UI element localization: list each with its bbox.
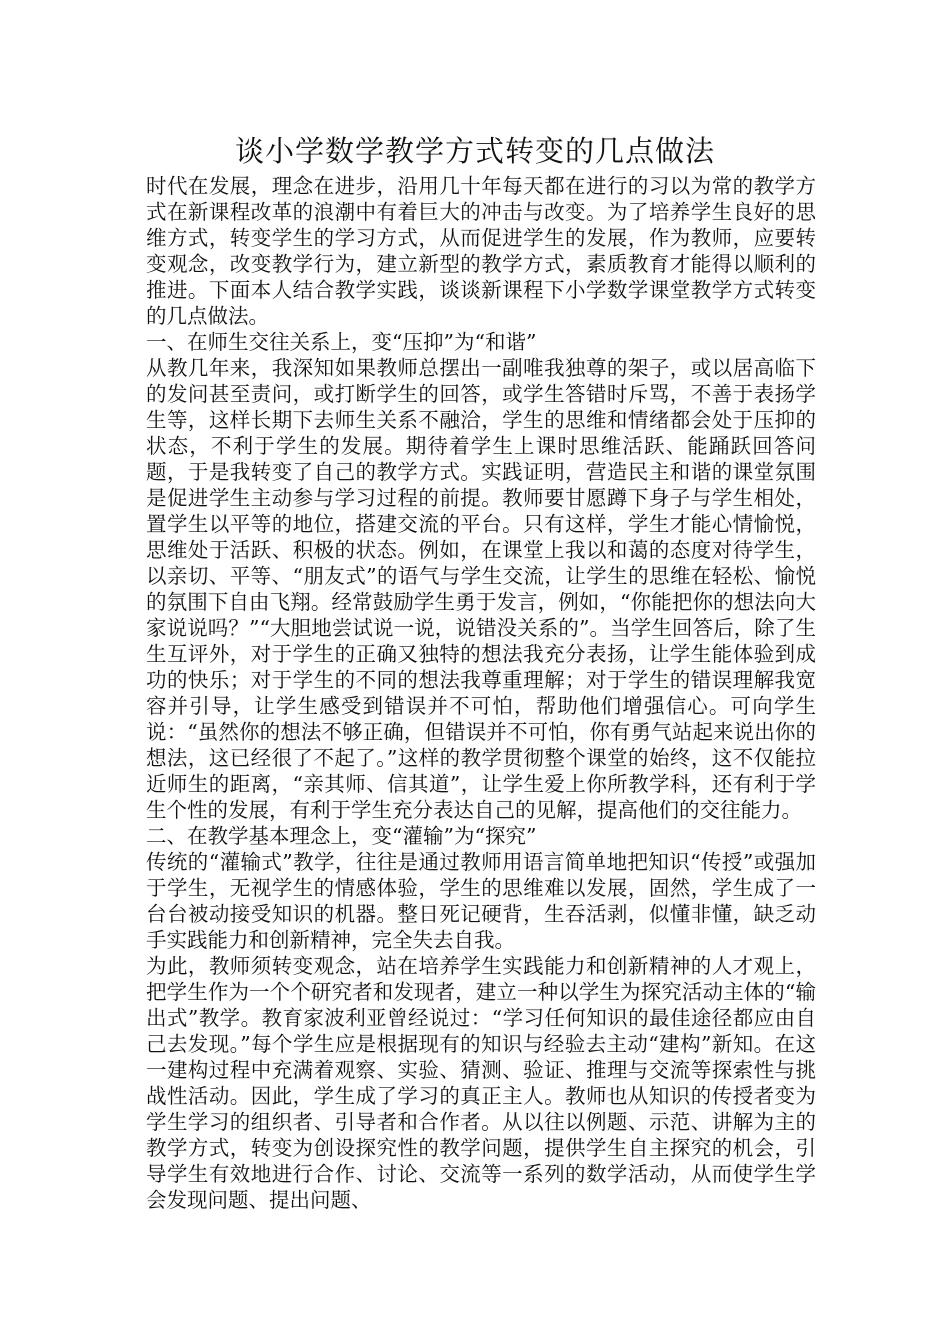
section-1-paragraph: 从教几年来，我深知如果教师总摆出一副唯我独尊的架子，或以居高临下的发问甚至责问，或打断学生的回答，或学生答错时斥骂，不善于表扬学生等，这样长期下去师生关系不融洽，学生的思维和情绪都会处于压抑的状态，不利于学生的发展。期待着学生上课时思维活跃、能踊跃回答问题，于是我转变了自己的教学方式。实践证明，营造民主和谐的课堂氛围是促进学生主动参与学习过程的前提。教师要甘愿蹲下身子与学生相处，置学生以平等的地位，搭建交流的平台。只有这样，学生才能心情愉悦，思维处于活跃、积极的状态。例如，在课堂上我以和蔼的态度对待学生，以亲切、平等、“朋友式”的语气与学生交流，让学生的思维在轻松、愉悦的氛围下自由飞翔。经常鼓励学生勇于发言，例如，“你能把你的想法向大家说说吗？”“大胆地尝试说一说，说错没关系的”。当学生回答后，除了生生互评外，对于学生的正确又独特的想法我充分表扬，让学生能体验到成功的快乐；对于学生的不同的想法我尊重理解；对于学生的错误理解我宽容并引导，让学生感受到错误并不可怕，帮助他们增强信心。可向学生说：“虽然你的想法不够正确，但错误并不可怕，你有勇气站起来说出你的想法，这已经很了不起了。”这样的教学贯彻整个课堂的始终，这不仅能拉近师生的距离，“亲其师、信其道”，让学生爱上你所教学科，还有利于学生个性的发展，有利于学生充分表达自己的见解，提高他们的交往能力。	[146, 356, 816, 822]
intro-paragraph: 时代在发展，理念在进步，沿用几十年每天都在进行的习以为常的教学方式在新课程改革的浪潮中有着巨大的冲击与改变。为了培养学生良好的思维方式，转变学生的学习方式，从而促进学生的发展，作为教师，应要转变观念，改变教学行为，建立新型的教学方式，素质教育才能得以顺利的推进。下面本人结合教学实践，谈谈新课程下小学数学课堂教学方式转变的几点做法。	[146, 174, 816, 328]
document-body	[146, 173, 816, 1213]
section-1-heading: 一、在师生交往关系上，变“压抑”为“和谐”	[146, 330, 537, 354]
section-2-paragraph-1: 传统的“灌输式”教学，往往是通过教师用语言简单地把知识“传授”或强加于学生，无视学生的情感体验，学生的思维难以发展，固然，学生成了一台台被动接受知识的机器。整日死记硬背，生吞活剥，似懂非懂，缺乏动手实践能力和创新精神，完全失去自我。	[146, 850, 816, 952]
section-2-heading: 二、在教学基本理念上，变“灌输”为“探究”	[146, 824, 537, 848]
section-2-paragraph-2: 为此，教师须转变观念，站在培养学生实践能力和创新精神的人才观上，把学生作为一个个研究者和发现者，建立一种以学生为探究活动主体的“输出式”教学。教育家波利亚曾经说过：“学习任何知识的最佳途径都应由自己去发现。”每个学生应是根据现有的知识与经验去主动“建构”新知。在这一建构过程中充满着观察、实验、猜测、验证、推理与交流等探索性与挑战性活动。因此，学生成了学习的真正主人。教师也从知识的传授者变为学生学习的组织者、引导者和合作者。从以往以例题、示范、讲解为主的教学方式，转变为创设探究性的教学问题，提供学生自主探究的机会，引导学生有效地进行合作、讨论、交流等一系列的数学活动，从而使学生学会发现问题、提出问题、	[146, 954, 816, 1212]
document-title: 谈小学数学教学方式转变的几点做法	[234, 134, 715, 168]
